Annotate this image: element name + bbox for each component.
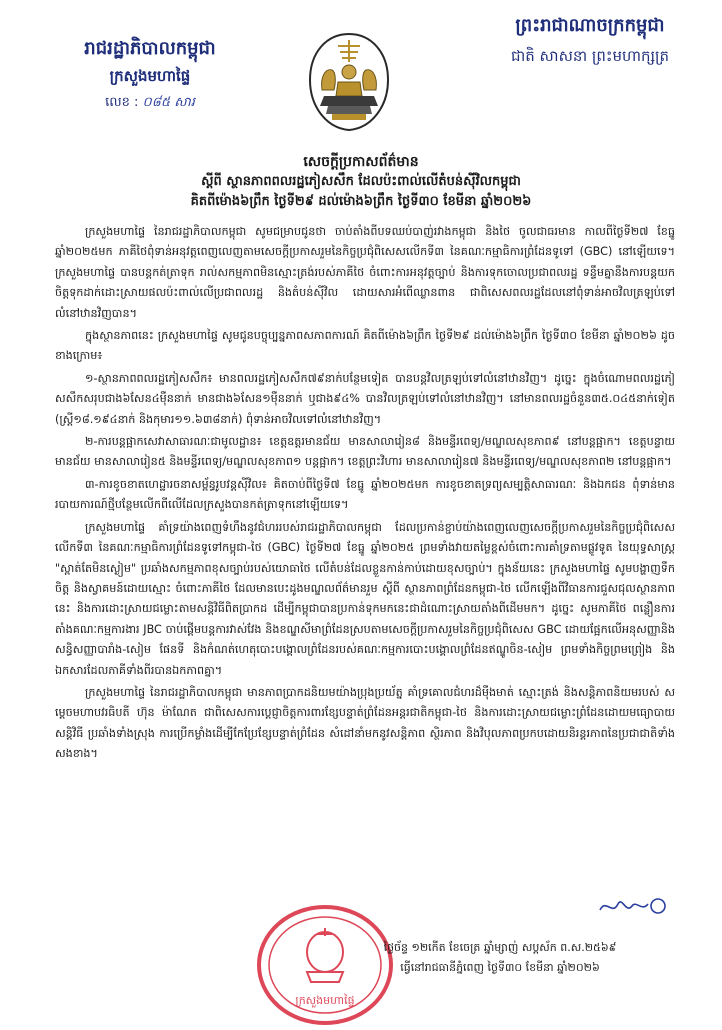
lunar-date: ថ្ងៃច័ន្ទ ១២កើត ខែចេត្រ ឆ្នាំម្សាញ់ សប្តស័ក ព.ស.២៥៦៩ xyxy=(383,941,617,954)
header-right xyxy=(480,12,700,68)
document-subject: ស្តីពី ស្ថានភាពពលរដ្ឋភៀសសឹក ដែលប៉ះពាល់លើតំបន់ស៊ីវិលកម្ពុជា xyxy=(201,174,521,189)
paragraph-infrastructure: ៣-ការខូចខាតហេដ្ឋារចនាសម្ព័ន្ធរូបវន្តស៊ីវិល៖ គិតចាប់ពីថ្ងៃទី៧ ខែធ្នូ ឆ្នាំ២០២៥មក ការខូចខាតទ្រព្យសម្បត្តិសាធារណៈ និងឯកជន ពុំទាន់មានរបាយការណ៍ថ្មីបន្ថែមលើកពីលើដែលក្រសួងបានកត់ត្រាទុកនៅឡើយទេ។ xyxy=(55,477,675,512)
paragraph-intro: ក្រសួងមហាផ្ទៃ នៃរាជរដ្ឋាភិបាលកម្ពុជា សូមជម្រាបជូនថា ចាប់តាំងពីបទឈប់បាញ់រវាងកម្ពុជា និងថៃ ចូលជាធរមាន កាលពីថ្ងៃទី២៧ ខែធ្នូ ឆ្នាំ២០២៥មក ភាគីថៃពុំទាន់អនុវត្តពេញលេញតាមសេចក្តីប្រកាសរួមនៃកិច្ចប្រជុំពិសេសលើកទី៣ នៃគណៈកម្មាធិការព្រំដែនទូទៅ (GBC) នៅឡើយទេ។ ក្រសួងមហាផ្ទៃ បានបន្តកត់ត្រាទុក រាល់សកម្មភាពមិនស្មោះត្រង់របស់ភាគីថៃ ចំពោះការអនុវត្តច្បាប់ និងការទុកចោលប្រជាពលរដ្ឋ ទន្ទឹមគ្នានឹងការបន្តយកចិត្តទុកដាក់ដោះស្រាយផលប៉ះពាល់លើប្រជាពលរដ្ឋ និងតំបន់ស៊ីវិល ដោយសារអំពើឈ្លានពាន ជាពិសេសពលរដ្ឋដែលនៅពុំទាន់អាចវិលត្រឡប់ទៅលំនៅឋានវិញបាន។ xyxy=(55,225,675,320)
document-title-block xyxy=(40,152,682,212)
kingdom-name: ព្រះរាជាណាចក្រកម្ពុជា xyxy=(515,15,665,36)
document-body xyxy=(55,222,675,767)
header-left xyxy=(50,36,250,113)
document-period: គិតពីម៉ោង៦ព្រឹក ថ្ងៃទី២៩ ដល់ម៉ោង៦ព្រឹក ថ្ងៃទី៣០ ខែមីនា ឆ្នាំ២០២៦ xyxy=(190,194,532,209)
royal-emblem-icon xyxy=(302,32,396,132)
paragraph-conclusion: ក្រសួងមហាផ្ទៃ នៃរាជរដ្ឋាភិបាលកម្ពុជា មានភាពប្រាកដនិយមយ៉ាងប្រុងប្រយ័ត្ន គាំទ្រគោលជំហរដ៏មុឺងមាត់ ស្មោះត្រង់ និងសន្តិភាពនិយមរបស់ សម្តេចមហាបវរធិបតី ហ៊ុន ម៉ាណែត ជាពិសេសការប្តេជ្ញាចិត្តការពារខ្សែបន្ទាត់ព្រំដែនអន្តរជាតិកម្ពុជា-ថៃ និងការដោះស្រាយជម្លោះព្រំដែនដោយមធ្យោបាយសន្តិវិធី ប្រឆាំងទាំងស្រុង ការប្រើកម្លាំងដើម្បីកែប្រែខ្សែបន្ទាត់ព្រំដែន សំដៅនាំមកនូវសន្តិភាព ស្ថិរភាព និងវិបុលភាពប្រកបដោយនិរន្តរភាពនៃប្រជាជាតិទាំងសងខាង។ xyxy=(55,685,675,761)
reference-number xyxy=(50,94,250,113)
issue-date: ធ្វើនៅរាជធានីភ្នំពេញ ថ្ងៃទី៣០ ខែមីនា ឆ្នាំ២០២៦ xyxy=(400,961,600,974)
document-title: សេចក្តីប្រកាសព័ត៌មាន xyxy=(303,154,419,170)
reference-label: លេខ : xyxy=(105,95,139,110)
signature-icon xyxy=(598,892,668,920)
national-motto: ជាតិ សាសនា ព្រះមហាក្សត្រ xyxy=(510,47,670,65)
paragraph-position: ក្រសួងមហាផ្ទៃ គាំទ្រយ៉ាងពេញទំហឹងនូវជំហររបស់រាជរដ្ឋាភិបាលកម្ពុជា ដែលប្រកាន់ខ្ជាប់យ៉ាងពេញលេញសេចក្តីប្រកាសរួមនៃកិច្ចប្រជុំពិសេសលើកទី៣ នៃគណៈកម្មាធិការព្រំដែនទូទៅកម្ពុជា-ថៃ (GBC) ថ្ងៃទី២៧ ខែធ្នូ ឆ្នាំ២០២៥ ព្រមទាំងវាយតម្លៃខ្ពស់ចំពោះការគាំទ្រតាមផ្លូវទូត នៃយុទ្ធសាស្ត្រ "ស្ពាត់តែមិនស្ងៀម" ប្រឆាំងសកម្មភាពខុសច្បាប់របស់យោធាថៃ លើតំបន់ដែលខ្លួនកាន់កាប់ដោយខុសច្បាប់។ ក្នុងន័យនេះ ក្រសួងមហាផ្ទៃ សូមបង្ហាញទឹកចិត្ត និងស្វាគមន៍ដោយស្មោះ ចំពោះភាគីថៃ ដែលមានបេះដូងមណ្ឌលព័ត៌មានរួម ស្តីពី ស្ថានភាពព្រំដែនកម្ពុជា-ថៃ លើកឡើងពីវិធានការជួសជុលស្ថានភាពនេះ និងការដោះស្រាយជម្លោះតាមសន្តិវិធីពិតប្រាកដ ដើម្បីកម្ពុជាបានប្រកាន់ទុកមកនេះជាដំណោះស្រាយតាំងពីដើមមក។ ដូច្នេះ សូមភាគីថៃ ពន្លឿនការតាំងគណៈកម្មការងារ JBC ចាប់ផ្តើមបន្តការវាស់វែង និងខណ្ឌសីមាព្រំដែនស្របតាមសេចក្តីប្រកាសរួមនៃកិច្ចប្រជុំពិសេស GBC ដោយផ្អែកលើអនុសញ្ញានិងសន្ធិសញ្ញាបារាំង-សៀម ផែនទី និងកំណត់ហេតុបោះបង្គោលព្រំដែនរបស់គណៈកម្មការបោះបង្គោលព្រំដែនឥណ្ឌូចិន-សៀម ព្រមទាំងកិច្ចព្រមព្រៀង និងឯកសារដែលភាគីទាំងពីរបានឯកភាពគ្នា។ xyxy=(55,520,675,677)
paragraph-refugees: ១-ស្ថានភាពពលរដ្ឋភៀសសឹក៖ មានពលរដ្ឋភៀសសឹក៧៩នាក់បន្ថែមទៀត បានបន្តវិលត្រឡប់ទៅលំនៅឋានវិញ។ ដូច្នេះ ក្នុងចំណោមពលរដ្ឋភៀសសឹកសរុបជាង៦សែន៤ម៉ឺននាក់ មានជាង៦សែន១ម៉ឺននាក់ ឬជាង៩៤% បានវិលត្រឡប់ទៅលំនៅឋានវិញ។ នៅមានពលរដ្ឋចំនួន៣៥.០៤៥នាក់ទៀត (ស្ត្រី១៨.១៩៤នាក់ និងកុមារ១១.៦៣៨នាក់) ពុំទាន់អាចវិលទៅលំនៅឋានវិញ។ xyxy=(55,371,675,426)
reference-value: ០៨៥ សារ xyxy=(142,95,195,110)
paragraph-public-services: ២-ការបន្តផ្អាកសេវាសាធារណៈជាមូលដ្ឋាន៖ ខេត្តឧត្តរមានជ័យ មានសាលារៀន៨ និងមន្ទីរពេទ្យ/មណ្ឌលសុខភាព៩ នៅបន្តផ្អាក។ ខេត្តបន្ទាយមានជ័យ មានសាលារៀន៥ និងមន្ទីរពេទ្យ/មណ្ឌលសុខភាព១ បន្តផ្អាក។ ខេត្តព្រះវិហារ មានសាលារៀន៧ និងមន្ទីរពេទ្យ/មណ្ឌលសុខភាព២ នៅបន្តផ្អាក។ xyxy=(55,435,675,469)
paragraph-update: ក្នុងស្ថានភាពនេះ ក្រសួងមហាផ្ទៃ សូមជូនបច្ចុប្បន្នភាពសភាពការណ៍ គិតពីម៉ោង៦ព្រឹក ថ្ងៃទី២៩ ដល់ម៉ោង៦ព្រឹក ថ្ងៃទី៣០ ខែមីនា ឆ្នាំ២០២៦ ដូចខាងក្រោម៖ xyxy=(55,329,675,363)
closing-block xyxy=(330,938,670,978)
ministry-name: ក្រសួងមហាផ្ទៃ xyxy=(109,67,191,85)
government-name: រាជរដ្ឋាភិបាលកម្ពុជា xyxy=(84,38,216,59)
seal-text: ក្រសួងមហាផ្ទៃ xyxy=(295,994,355,1007)
